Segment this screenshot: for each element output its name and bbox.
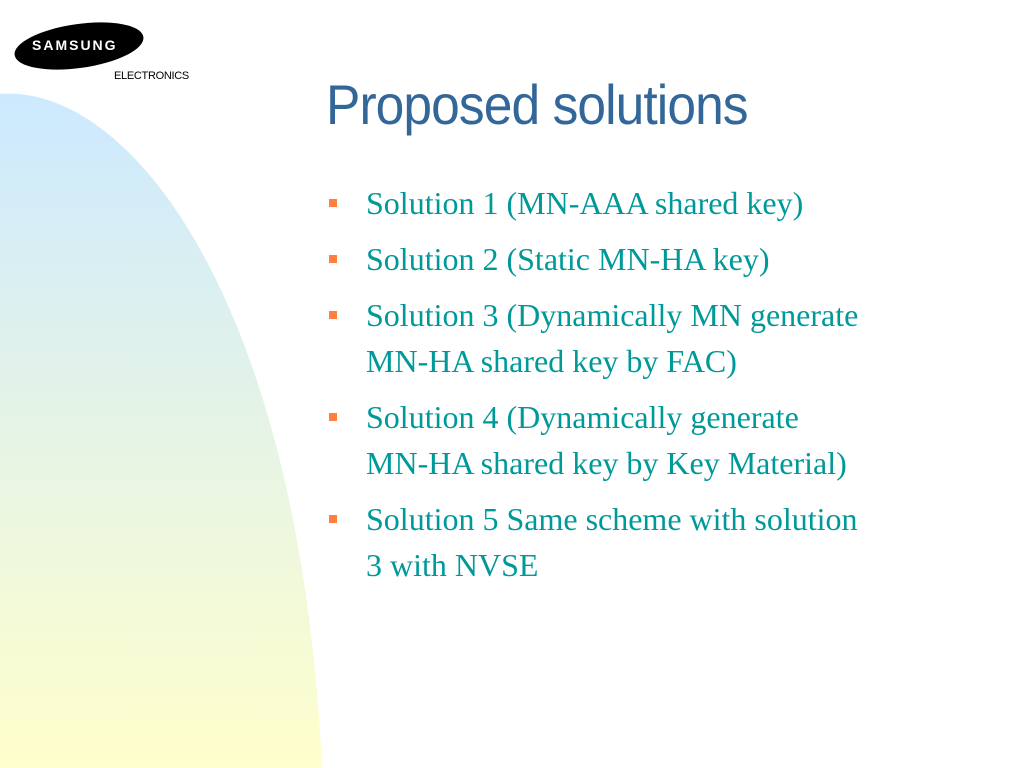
bullet-text-continuation: MN-HA shared key by FAC)	[366, 343, 737, 379]
bullet-item	[326, 394, 1006, 486]
bullet-text: Solution 2 (Static MN-HA key)	[366, 241, 770, 277]
bullet-text: Solution 1 (MN-AAA shared key)	[366, 185, 804, 221]
bullet-list	[326, 180, 1006, 598]
slide-title: Proposed solutions	[326, 73, 748, 136]
bullet-item	[326, 180, 1006, 226]
square-bullet-icon	[329, 255, 337, 263]
bullet-text: Solution 3 (Dynamically MN generate	[366, 297, 859, 333]
square-bullet-icon	[329, 199, 337, 207]
bullet-text: Solution 4 (Dynamically generate	[366, 399, 799, 435]
logo-wordmark: SAMSUNG	[32, 37, 118, 53]
logo-subtitle: ELECTRONICS	[114, 70, 189, 82]
square-bullet-icon	[329, 413, 337, 421]
bullet-item	[326, 496, 1006, 588]
samsung-logo	[14, 24, 204, 86]
bullet-item	[326, 236, 1006, 282]
bullet-text: Solution 5 Same scheme with solution	[366, 501, 858, 537]
bullet-item	[326, 292, 1006, 384]
square-bullet-icon	[329, 515, 337, 523]
square-bullet-icon	[329, 311, 337, 319]
bullet-text-continuation: MN-HA shared key by Key Material)	[366, 445, 847, 481]
bullet-text-continuation: 3 with NVSE	[366, 547, 539, 583]
